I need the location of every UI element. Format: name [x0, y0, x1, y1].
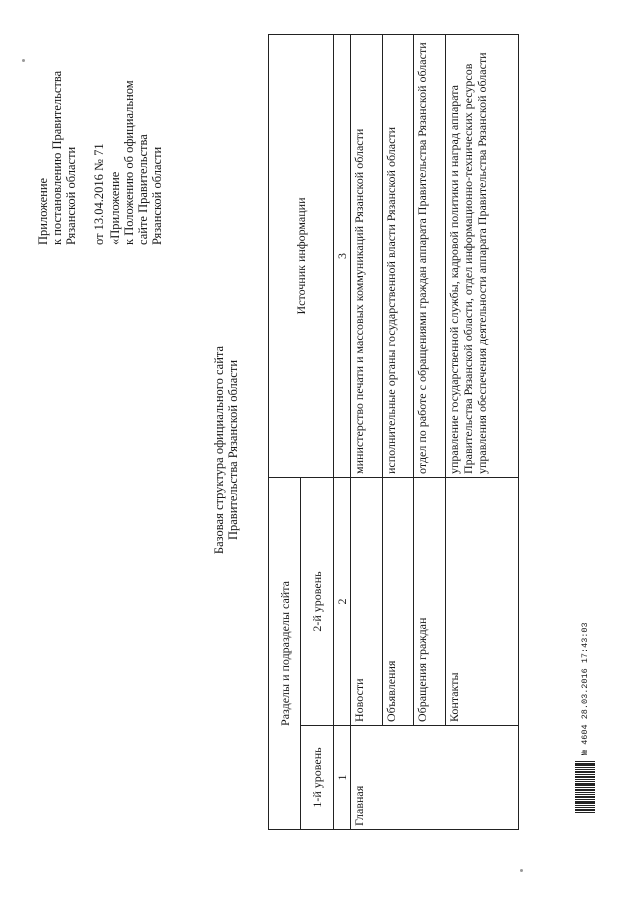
level2-cell: Обращения граждан — [414, 477, 446, 725]
scan-speck — [520, 869, 523, 872]
appendix-header — [36, 71, 164, 245]
source-cell: исполнительные органы государственной власти Рязанской области — [383, 34, 414, 477]
column-header-source: Источник информации — [269, 34, 334, 477]
appendix-line: «Приложение — [108, 171, 122, 245]
column-number: 3 — [334, 34, 351, 477]
column-number: 1 — [334, 726, 351, 830]
level2-cell: Объявления — [383, 477, 414, 725]
level2-cell: Контакты — [446, 477, 519, 725]
source-cell: отдел по работе с обращениями граждан аппарата Правительства Рязанской области — [414, 34, 446, 477]
appendix-line: к Положению об официальном — [122, 80, 136, 245]
registration-stamp — [575, 622, 595, 813]
barcode-icon — [575, 761, 595, 813]
appendix-line: к постановлению Правительства — [50, 70, 64, 245]
level2-cell: Новости — [351, 477, 383, 725]
title-line: Базовая структура официального сайта — [212, 345, 226, 555]
appendix-line: Приложение — [36, 177, 50, 245]
level1-cell: Главная — [351, 726, 519, 830]
group-header: Разделы и подразделы сайта — [269, 477, 301, 829]
column-number: 2 — [334, 477, 351, 725]
appendix-line: Рязанской области — [64, 146, 78, 245]
source-cell: министерство печати и массовых коммуникаций Рязанской области — [351, 34, 383, 477]
scan-speck — [22, 59, 25, 62]
source-cell: управление государственной службы, кадровой политики и наград аппарата Правительства Рязанской области, отдел информационно-технических ресурсов управления обеспечения деятельности аппарата Правительства Рязанской области — [446, 34, 519, 477]
appendix-line: сайте Правительства — [136, 134, 150, 245]
registration-number: № 4604 28.03.2016 17:43:03 — [580, 622, 590, 755]
title-line: Правительства Рязанской области — [226, 359, 240, 541]
site-structure-table — [268, 34, 519, 830]
column-header-level2: 2-й уровень — [301, 477, 334, 725]
decree-date: от 13.04.2016 № 71 — [92, 143, 106, 245]
document-title — [212, 300, 240, 600]
appendix-line: Рязанской области — [150, 146, 164, 245]
column-header-level1: 1-й уровень — [301, 726, 334, 830]
